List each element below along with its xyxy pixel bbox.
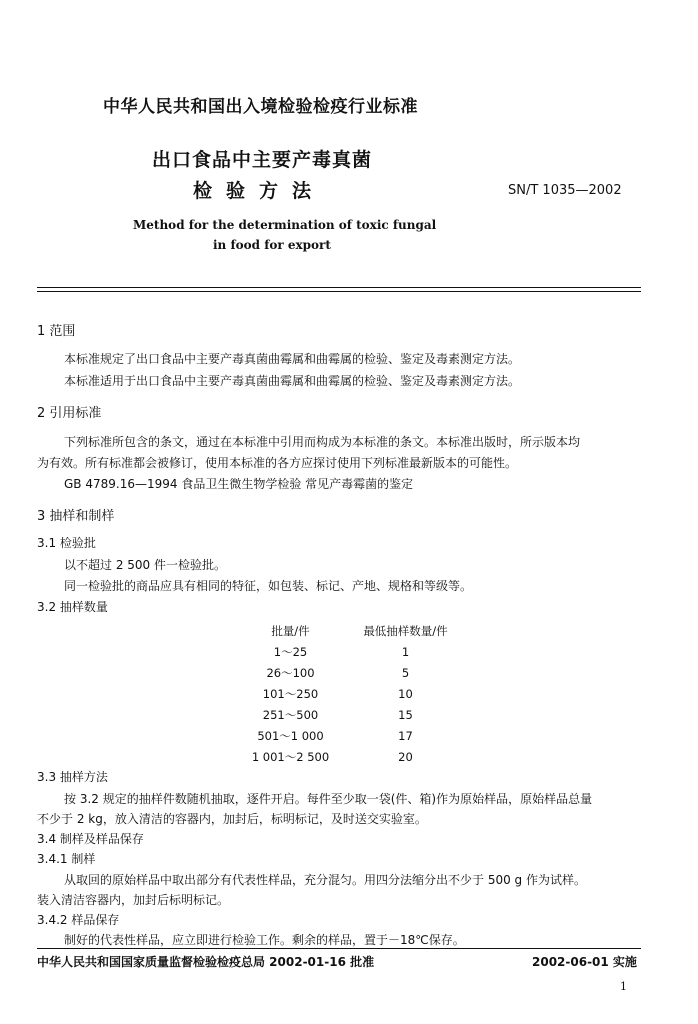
section-2-heading: 2 引用标准 [37, 406, 102, 421]
section-3-4-2-paragraph: 制好的代表性样品，应立即进行检验工作。剩余的样品，置于－18℃保存。 [64, 933, 465, 947]
table-cell-samples: 15 [398, 707, 413, 722]
section-1-paragraph-2: 本标准适用于出口食品中主要产毒真菌曲霉属和曲霉属的检验、鉴定及毒素测定方法。 [64, 374, 521, 388]
title-en-line2: in food for export [213, 238, 331, 252]
table-row [228, 683, 468, 704]
table-cell-batch: 501～1 000 [257, 728, 324, 743]
sampling-table [228, 620, 468, 767]
section-3-1-heading: 3.1 检验批 [37, 536, 96, 550]
section-1-paragraph-1: 本标准规定了出口食品中主要产毒真菌曲霉属和曲霉属的检验、鉴定及毒素测定方法。 [64, 352, 521, 366]
table-cell-samples: 10 [398, 686, 413, 701]
table-header-min-samples: 最低抽样数量/件 [363, 623, 448, 638]
table-cell-samples: 5 [401, 665, 410, 680]
section-2-reference: GB 4789.16—1994 食品卫生微生物学检验 常见产毒霉菌的鉴定 [64, 477, 414, 491]
table-cell-batch: 26～100 [266, 665, 315, 680]
footer-divider [37, 948, 641, 949]
table-cell-samples: 17 [398, 728, 413, 743]
table-row [228, 704, 468, 725]
section-3-3-paragraph-line-2: 不少于 2 kg，放入清洁的容器内，加封后，标明标记，及时送交实验室。 [37, 812, 427, 826]
table-row [228, 641, 468, 662]
header-divider-bottom [37, 291, 641, 292]
section-3-3-paragraph-line-1: 按 3.2 规定的抽样件数随机抽取，逐件开启。每件至少取一袋(件、箱)作为原始样品，原始样品总量 [64, 792, 593, 806]
page-number: 1 [620, 980, 627, 993]
section-3-4-1-heading: 3.4.1 制样 [37, 852, 96, 866]
effective-date: 2002-06-01 实施 [532, 955, 637, 969]
table-row [228, 662, 468, 683]
table-header-row [228, 620, 468, 641]
table-cell-samples: 1 [401, 644, 410, 659]
issuer-approval: 中华人民共和国国家质量监督检验检疫总局 2002-01-16 批准 [37, 955, 375, 969]
section-1-heading: 1 范围 [37, 324, 76, 339]
table-cell-samples: 20 [398, 749, 413, 764]
table-header-batch: 批量/件 [271, 623, 310, 638]
standard-category: 中华人民共和国出入境检验检疫行业标准 [103, 97, 418, 117]
section-3-4-1-paragraph-line-2: 装入清洁容器内，加封后标明标记。 [37, 893, 230, 907]
title-en-line1: Method for the determination of toxic fungal [133, 218, 437, 232]
standard-number: SN/T 1035—2002 [508, 183, 622, 198]
section-3-1-paragraph-1: 以不超过 2 500 件一检验批。 [64, 558, 226, 572]
section-3-heading: 3 抽样和制样 [37, 509, 115, 524]
section-3-3-heading: 3.3 抽样方法 [37, 770, 108, 784]
table-cell-batch: 1 001～2 500 [251, 749, 330, 764]
table-cell-batch: 251～500 [262, 707, 319, 722]
table-row [228, 746, 468, 767]
section-3-4-heading: 3.4 制样及样品保存 [37, 832, 144, 846]
header-divider-top [37, 287, 641, 288]
title-cn-line2: 检验方法 [193, 180, 326, 202]
section-2-paragraph-line-2: 为有效。所有标准都会被修订，使用本标准的各方应探讨使用下列标准最新版本的可能性。 [37, 456, 518, 470]
section-2-paragraph-line-1: 下列标准所包含的条文，通过在本标准中引用而构成为本标准的条文。本标准出版时，所示版本均 [64, 435, 581, 449]
table-row [228, 725, 468, 746]
section-3-1-paragraph-2: 同一检验批的商品应具有相同的特征，如包装、标记、产地、规格和等级等。 [64, 579, 473, 593]
table-cell-batch: 101～250 [262, 686, 319, 701]
section-3-2-heading: 3.2 抽样数量 [37, 600, 108, 614]
section-3-4-2-heading: 3.4.2 样品保存 [37, 913, 120, 927]
table-cell-batch: 1～25 [273, 644, 308, 659]
section-3-4-1-paragraph-line-1: 从取回的原始样品中取出部分有代表性样品，充分混匀。用四分法缩分出不少于 500 g 作为试样。 [64, 873, 586, 887]
title-cn-line1: 出口食品中主要产毒真菌 [152, 149, 373, 171]
